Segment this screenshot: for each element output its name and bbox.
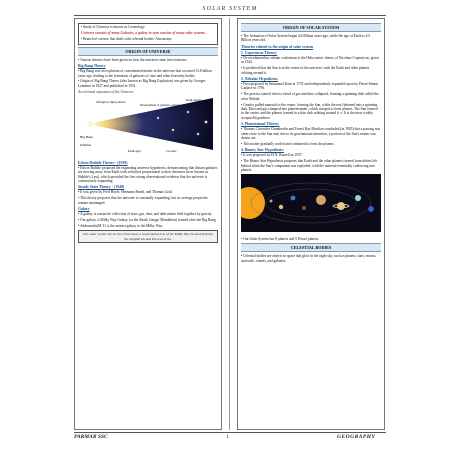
diagram-label-inflation: Inflation	[80, 142, 91, 147]
hubble-title: Edwin Hubble Theory - (1929)	[78, 160, 128, 165]
nebular-title: 2. Nebular Hypothesis:	[241, 76, 279, 81]
intro-box	[78, 23, 218, 45]
big-bang-text-1: • Big Bang was an explosion of concentrated matter in the universe that occurred 13.8 billion years ago, leading to the formation of galaxies of stars and other heavenly bodies.	[78, 69, 212, 78]
celestial-header: CELESTIAL BODIES	[241, 243, 381, 252]
diagram-label-dark-energy: Dark energy	[186, 97, 202, 102]
diagram-label-big-bang: Big Bang	[80, 134, 93, 139]
theories-title: Theories related to the origin of solar system	[241, 44, 314, 49]
steady-state-text-1: • It was given by Fred Hoyle, Hermann Bondi, and Thomas Gold.	[78, 190, 173, 195]
nebular-text-2: • The process started when a cloud of gas and dust collapsed, forming a spinning disk called the solar Nebula.	[241, 92, 379, 101]
copernicus-text-2: • It predicted that the Sun is at the centre of the universe, with the Earth and other planets orbiting around it.	[241, 66, 370, 75]
column-divider	[229, 18, 230, 430]
origin-solar-intro: • The formation of Solar System began 4.6 Billion years ago, while the age of Earth is 4.5 Billion years old.	[241, 34, 371, 43]
planetesimal-title: 3. Planetesimal Theory:	[241, 122, 280, 127]
steady-state-text-2: • This theory proposes that the universe is constantly expanding, but its average properties remain unchanged.	[78, 196, 208, 205]
diagram-caption: Accelerated expansion of the Universe	[78, 89, 134, 94]
orion-spur-note: Our solar system lies in the Orion Spur, a small spiral arm of the Milky Way located between the Sagittarius and Perseus arms.	[78, 230, 218, 243]
intro-line-3: • Branch of science that deals with celestial bodies: Astronomy.	[81, 36, 173, 41]
celestial-text: • Celestial bodies are objects in space that glow in the night sky, such as planets, stars, moons, asteroids, comets, and galaxies.	[241, 254, 377, 263]
galaxy-title: Galaxy	[78, 207, 90, 212]
planetesimal-text-1: • Thomas Chrowder Chamberlin and Forest Ray Moulton concluded (in 1905) that a passing star came close to the Sun and, due to its gravitational attraction, a portion of the Sun's matter was drawn out.	[241, 127, 381, 140]
galaxy-text-1: • A galaxy is a massive collection of stars, gas, dust, and dark matter held together by gravity.	[78, 212, 213, 217]
universe-expansion-diagram	[78, 94, 218, 154]
galaxy-text-2: • Our galaxy is Milky Way Galaxy (or the Akash Ganga/ Mandakini) formed after the Big Bang.	[78, 218, 217, 222]
diagram-label-afterglow: Afterglow light pattern	[96, 99, 126, 104]
binary-star-text-2: • The Binary Star Hypothesis proposes that Earth and the other planets formed from debris left behind when the Sun's companion star exploded, with the material eventually coalescing into planets.	[241, 159, 378, 173]
steady-state-title: Steady State Theory - (1948)	[78, 185, 125, 190]
intro-line-2: Universe consists of many Galaxies, a galaxy in turn consists of many solar systems.	[81, 30, 206, 35]
right-column	[237, 18, 385, 430]
binary-star-text-1: • It was proposed by H.N. Russell in 1937.	[241, 153, 303, 158]
diagram-label-galaxies: Development of galaxies, planets, etc.	[140, 102, 186, 107]
origin-universe-intro: • Various theories have been given on how the universe came into existence.	[78, 57, 188, 62]
copernicus-text-1: • De revolutionibus orbium coelestium is the Heliocentric theory of Nicolaus Copernicus, given in 1543.	[241, 55, 379, 65]
footer-rule	[74, 432, 386, 433]
footer-subject: GEOGRAPHY	[337, 434, 376, 440]
big-bang-dot	[87, 121, 93, 127]
diagram-label-first-stars: 1st stars	[166, 148, 177, 153]
origin-universe-header: ORIGIN OF UNIVERSE	[78, 47, 218, 56]
header-rule	[74, 15, 386, 16]
binary-star-title: 4. Binary Star Hypothesis:	[241, 148, 284, 153]
intro-line-1: • Study of Universe is known as Cosmology.	[81, 25, 146, 29]
big-bang-title: Big Bang Theory	[78, 64, 106, 69]
nebular-text-3: • Gravity pulled material to the center, forming the Sun, while the rest flattened into a spinning disk. Dust and gas clumped into planetesimals, which merged to form planets. The Sun formed in the center, and the planets formed in a thin disk orbiting around it ⇒ It is the most widely accepted hypothesis.	[241, 102, 378, 120]
footer-publisher: PARMAR SSC	[74, 434, 108, 440]
copernicus-title: 1. Copernicus Theory:	[241, 50, 278, 55]
diagram-label-dark-ages: Dark ages	[128, 148, 141, 153]
big-bang-text-2: • Origin of Big Bang Theory (also known as Big Bang Explosion) was given by Georges Lemaitre in 1927 and published in 1931.	[78, 79, 206, 88]
hubble-text: • Edwin Hubble proposed the expanding universe hypothesis, demonstrating that distant galaxies are moving away from Earth with velocities proportional to their distances (now known as Hubble's Law), which provided the first strong observational evidence that the universe is continuously expanding.	[78, 165, 218, 183]
galaxy-text-3: • Andromeda(M-31 is the nearest galaxy to the Milky Way.	[78, 223, 163, 228]
origin-solar-header: ORIGIN OF SOLAR SYSTEM	[241, 23, 381, 32]
planetesimal-text-2: • This matter gradually cooled and combined to form the planets.	[241, 141, 335, 146]
left-column	[74, 18, 222, 430]
planets-note: • Our Solar System has 8 planets and 5 Dwarf planets.	[241, 236, 320, 241]
nebular-text-1: • First proposed by Immanuel Kant in 1755 and independently expanded upon by Pierre-Simon Laplace in 1796.	[241, 81, 379, 91]
page-number: 1	[226, 434, 229, 440]
solar-system-image	[241, 174, 381, 232]
page-header-title: SOLAR SYSTEM	[202, 6, 258, 12]
